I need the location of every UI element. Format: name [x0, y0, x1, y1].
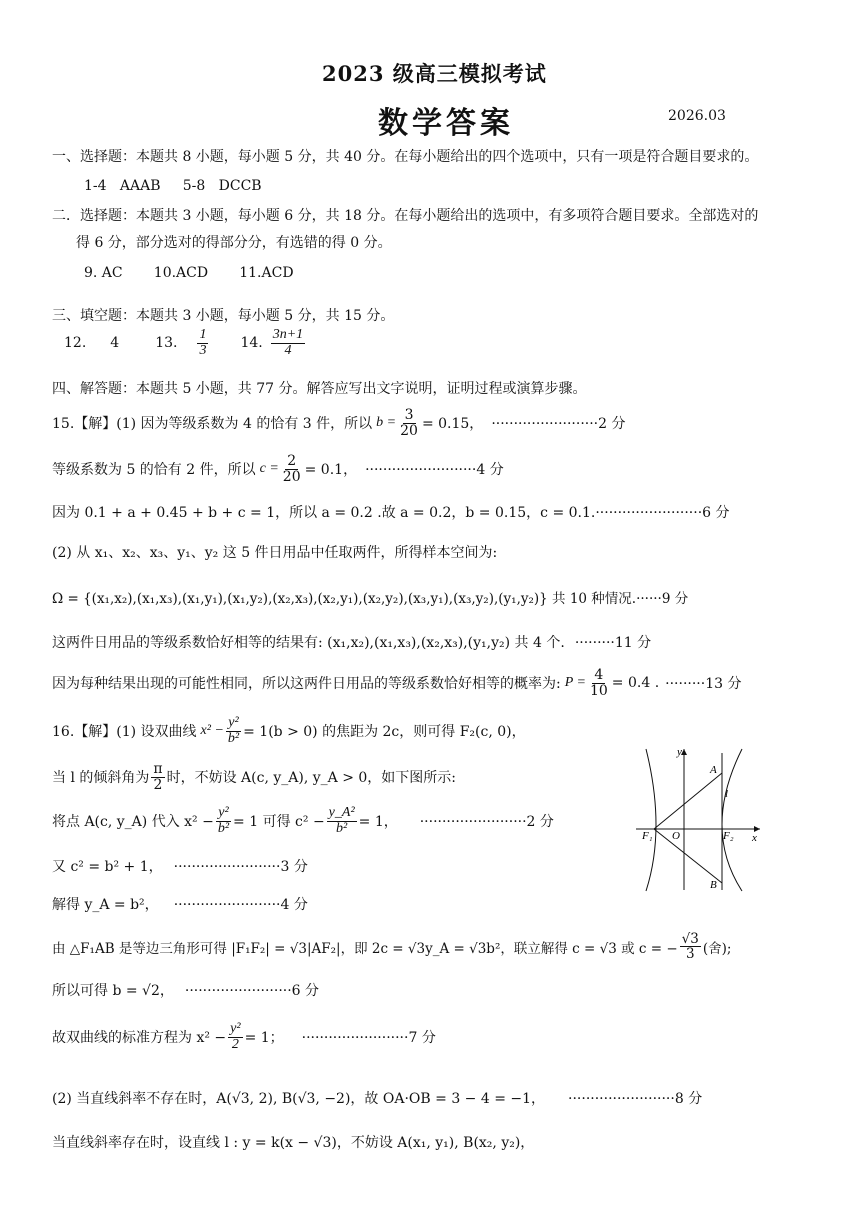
q16-line1-x: x² −	[200, 723, 224, 739]
answer13-label: 13.	[155, 335, 178, 352]
q15-line7-fraction	[588, 668, 610, 698]
q16-line5-score: ························4 分	[173, 897, 308, 913]
q16-line3-fraction1	[216, 806, 231, 836]
q16-line8-den: 2	[231, 1036, 239, 1052]
label-y: y	[677, 746, 682, 758]
label-x: x	[752, 832, 757, 844]
q16-line7-text: 所以可得 b = √2，	[52, 983, 167, 999]
hyperbola-left-branch	[646, 749, 656, 891]
q16-line3-num2: y_A²	[328, 805, 355, 820]
q15-line1-score: ························2 分	[491, 416, 626, 433]
hyperbola-figure	[632, 745, 766, 895]
label-F2: F₂	[723, 830, 734, 842]
section3-answers	[64, 328, 307, 358]
q15-line7-score: ·········13 分	[665, 676, 742, 693]
answer14-numerator: 3n+1	[272, 327, 304, 342]
q15-line5-text: Ω = {(x₁,x₂),(x₁,x₃),(x₁,y₁),(x₁,y₂),(x₂,x₃),(x₂,y₁),(x₂,y₂),(x₃,y₁),(x₃,y₂),(y₁,y₂)} 共 10 种情况.	[52, 591, 637, 607]
q15-line5-score: ······9 分	[636, 591, 689, 607]
label-B: B	[710, 879, 717, 891]
q16-line2	[52, 762, 456, 792]
q16-line6-post: (舍);	[702, 940, 732, 957]
q15-line7-text: 因为每种结果出现的可能性相同，所以这两件日用品的等级系数恰好相等的概率为:	[52, 676, 561, 693]
q15-line6	[52, 632, 651, 652]
q16-line9-text: (2) 当直线斜率不存在时，A(√3, 2), B(√3, −2)，故 OA·OB = 3 − 4 = −1，	[52, 1091, 539, 1107]
q16-line9-score: ························8 分	[568, 1091, 703, 1107]
q16-line7-score: ························6 分	[184, 983, 320, 999]
q15-line2-text: 等级系数为 5 的恰有 2 件，所以	[52, 462, 256, 479]
q16-line2-num: π	[153, 761, 163, 777]
q16-line6-fraction	[680, 932, 701, 961]
q15-line1-fraction	[398, 408, 420, 438]
answer13-denominator: 3	[199, 342, 207, 358]
q16-line8-score: ························7 分	[301, 1030, 436, 1047]
q15-line1-den: 20	[400, 422, 418, 439]
q16-line8-text: 故双曲线的标准方程为 x² −	[52, 1030, 227, 1047]
q16-line8-fraction	[228, 1022, 242, 1052]
q16-line1-den: b²	[227, 730, 240, 746]
answer13-fraction	[197, 328, 208, 358]
q15-line2-den: 20	[282, 468, 301, 485]
q16-line1	[52, 716, 526, 746]
segment-F1B	[654, 829, 722, 883]
q15-line7-lhs: P =	[564, 675, 586, 691]
q15-line2-lhs: c =	[259, 461, 279, 477]
section2-heading-line2: 得 6 分，部分选对的得部分分，有选错的得 0 分。	[76, 235, 392, 251]
answer14-denominator: 4	[284, 342, 292, 358]
section2-heading-line1: 二．选择题：本题共 3 小题，每小题 6 分，共 18 分。在每小题给出的选项中，有多项符合题目要求。全部选对的	[52, 208, 759, 224]
q16-line3-mid: = 1 可得 c² −	[233, 814, 325, 831]
q15-line6-score: ·········11 分	[574, 635, 652, 651]
hyperbola-right-branch	[722, 749, 742, 891]
segment-F1A	[654, 773, 722, 829]
q15-line1-num: 3	[404, 407, 414, 423]
label-l: l	[725, 788, 729, 800]
q16-line1-num: y²	[228, 715, 239, 730]
q16-line3-fraction2	[327, 806, 357, 836]
section4-heading: 四、解答题：本题共 5 小题，共 77 分。解答应写出文字说明，证明过程或演算步骤。	[52, 381, 587, 397]
q16-line1-post: = 1(b > 0) 的焦距为 2c，则可得 F₂(c, 0)，	[243, 724, 526, 741]
q15-line2-fraction	[281, 454, 303, 484]
exam-title: 2023 级高三模拟考试	[322, 61, 547, 86]
q15-line2-score: ·························4 分	[365, 462, 504, 479]
q16-line7	[52, 980, 319, 1000]
q15-line1	[52, 408, 625, 438]
q16-line1-fraction	[226, 716, 241, 746]
q15-line3	[52, 502, 730, 522]
q15-line4: (2) 从 x₁、x₂、x₃、y₁、y₂ 这 5 件日用品中任取两件，所得样本空间为:	[52, 545, 498, 561]
q16-line6-den: 3	[685, 946, 695, 963]
q15-line2-num: 2	[287, 453, 297, 469]
q16-line8-num: y²	[230, 1021, 241, 1036]
q16-line4	[52, 856, 308, 876]
answer13-numerator: 1	[199, 327, 207, 342]
q16-line6-text: 由 △F₁AB 是等边三角形可得 |F₁F₂| = √3|AF₂|，即 2c = √3y_A = √3b²，联立解得 c = √3 或 c = −	[52, 940, 678, 957]
label-A: A	[710, 764, 717, 776]
y-axis-arrow	[681, 749, 687, 755]
q15-line7	[52, 668, 741, 698]
section1-heading: 一、选择题：本题共 8 小题，每小题 5 分，共 40 分。在每小题给出的四个选项中，只有一项是符合题目要求的。	[52, 149, 759, 165]
q15-line7-rhs: = 0.4 .	[611, 675, 660, 692]
q15-line1-lhs: b =	[376, 415, 397, 431]
q16-line2-fraction	[151, 762, 164, 792]
q16-line3-score: ························2 分	[419, 814, 554, 831]
answer12-value: 4	[110, 335, 120, 352]
q16-line2-text: 当 l 的倾斜角为	[52, 770, 150, 787]
q16-line10: 当直线斜率存在时，设直线 l : y = k(x − √3)，不妨设 A(x₁, y₁), B(x₂, y₂)，	[52, 1135, 535, 1151]
q15-line6-text: 这两件日用品的等级系数恰好相等的结果有: (x₁,x₂),(x₁,x₃),(x₂,x₃),(y₁,y₂) 共 4 个.	[52, 635, 565, 651]
q16-line6	[52, 932, 731, 961]
q15-line5	[52, 587, 688, 607]
q16-line2-post: 时，不妨设 A(c, y_A), y_A > 0，如下图所示:	[166, 770, 457, 787]
q15-line7-num: 4	[594, 667, 604, 683]
label-F1: F₁	[642, 830, 653, 842]
q16-line4-score: ························3 分	[173, 859, 308, 875]
q16-line2-den: 2	[153, 776, 163, 793]
answer14-fraction	[271, 328, 305, 358]
answer14-label: 14.	[240, 335, 263, 352]
q16-line3-post: = 1，	[358, 814, 398, 831]
answer12-label: 12.	[64, 335, 87, 352]
q16-line3-num1: y²	[218, 805, 229, 820]
q16-line9	[52, 1088, 702, 1108]
q16-line3-den2: b²	[336, 820, 348, 836]
q16-line8	[52, 1022, 436, 1052]
q15-line2-rhs: = 0.1，	[304, 462, 358, 479]
q16-line4-text: 又 c² = b² + 1，	[52, 859, 156, 875]
q15-line3-score: ························6 分	[595, 505, 730, 521]
q16-line3-den1: b²	[217, 820, 230, 836]
q15-line1-rhs: = 0.15，	[421, 416, 484, 433]
section1-answers: 1-4 AAAB 5-8 DCCB	[84, 178, 262, 194]
q16-line6-num: √3	[681, 931, 699, 947]
exam-date: 2026.03	[668, 108, 726, 124]
q16-line8-post: = 1；	[244, 1030, 284, 1047]
label-O: O	[672, 830, 680, 842]
q15-line1-text: 15.【解】(1) 因为等级系数为 4 的恰有 3 件，所以	[52, 416, 373, 433]
q16-line1-text: 16.【解】(1) 设双曲线	[52, 724, 197, 741]
section3-heading: 三、填空题：本题共 3 小题，每小题 5 分，共 15 分。	[52, 308, 395, 324]
q15-line3-text: 因为 0.1 + a + 0.45 + b + c = 1，所以 a = 0.2 .故 a = 0.2，b = 0.15，c = 0.1.	[52, 505, 596, 521]
q15-line7-den: 10	[589, 682, 608, 699]
q16-line5	[52, 894, 308, 914]
q16-line3	[52, 806, 554, 836]
q15-line2	[52, 454, 504, 484]
section2-answers: 9. AC 10.ACD 11.ACD	[84, 265, 294, 281]
q16-line5-text: 解得 y_A = b²，	[52, 897, 152, 913]
answer-subtitle: 数学答案	[378, 106, 514, 141]
q16-line3-text: 将点 A(c, y_A) 代入 x² −	[52, 814, 214, 831]
